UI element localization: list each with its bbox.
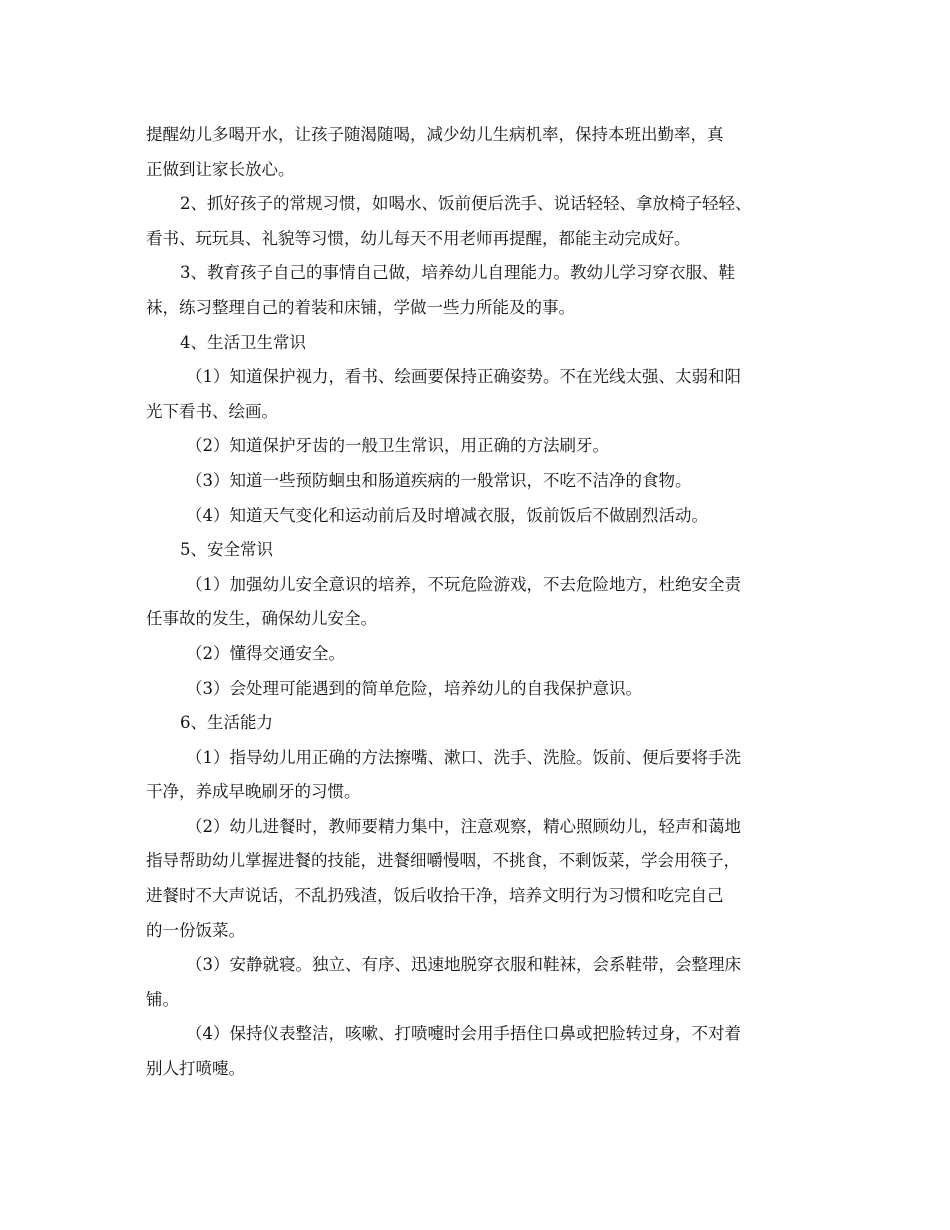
sub-item: （2）知道保护牙齿的一般卫生常识，用正确的方法刷牙。 bbox=[186, 436, 609, 456]
text-line: 提醒幼儿多喝开水，让孩子随渴随喝，减少幼儿生病机率，保持本班出勤率，真 bbox=[146, 125, 724, 144]
list-item-heading: 3、教育孩子自己的事情自己做，培养幼儿自理能力。教幼儿学习穿衣服、鞋 bbox=[180, 263, 735, 283]
text-line: 指导帮助幼儿掌握进餐的技能，进餐细嚼慢咽，不挑食，不剩饭菜，学会用筷子， bbox=[146, 851, 740, 871]
text-line: 正做到让家长放心。 bbox=[146, 159, 295, 179]
section-heading: 6、生活能力 bbox=[180, 713, 273, 733]
text-line: 进餐时不大声说话，不乱扔残渣，饭后收拾干净，培养文明行为习惯和吃完自己 bbox=[146, 886, 724, 906]
sub-item: （1）指导幼儿用正确的方法擦嘴、漱口、洗手、洗脸。饭前、便后要将手洗 bbox=[186, 747, 741, 767]
sub-item: （4）保持仪表整洁，咳嗽、打喷嚏时会用手捂住口鼻或把脸转过身，不对着 bbox=[186, 1024, 741, 1044]
text-line: 看书、玩玩具、礼貌等习惯，幼儿每天不用老师再提醒，都能主动完成好。 bbox=[146, 228, 691, 248]
text-line: 干净，养成早晚刷牙的习惯。 bbox=[146, 782, 361, 802]
sub-item: （3）知道一些预防蛔虫和肠道疾病的一般常识，不吃不洁净的食物。 bbox=[186, 470, 692, 490]
sub-item: （1）知道保护视力，看书、绘画要保持正确姿势。不在光线太强、太弱和阳 bbox=[186, 367, 741, 387]
section-heading: 4、生活卫生常识 bbox=[180, 332, 306, 352]
text-line: 光下看书、绘画。 bbox=[146, 401, 278, 421]
text-line: 的一份饭菜。 bbox=[146, 920, 245, 940]
section-heading: 5、安全常识 bbox=[180, 540, 273, 560]
list-item-heading: 2、抓好孩子的常规习惯，如喝水、饭前便后洗手、说话轻轻、拿放椅子轻轻、 bbox=[180, 194, 752, 214]
sub-item: （1）加强幼儿安全意识的培养，不玩危险游戏，不去危险地方，杜绝安全责 bbox=[186, 574, 741, 594]
sub-item: （4）知道天气变化和运动前后及时增减衣服，饭前饭后不做剧烈活动。 bbox=[186, 505, 708, 525]
text-line: 任事故的发生，确保幼儿安全。 bbox=[146, 609, 377, 629]
sub-item: （3）安静就寝。独立、有序、迅速地脱穿衣服和鞋袜，会系鞋带，会整理床 bbox=[186, 955, 741, 975]
sub-item: （2）幼儿进餐时，教师要精力集中，注意观察，精心照顾幼儿，轻声和蔼地 bbox=[186, 816, 741, 836]
text-line: 袜，练习整理自己的着装和床铺，学做一些力所能及的事。 bbox=[146, 297, 575, 317]
text-line: 别人打喷嚏。 bbox=[146, 1059, 245, 1079]
sub-item: （3）会处理可能遇到的简单危险，培养幼儿的自我保护意识。 bbox=[186, 678, 642, 698]
document-body bbox=[146, 118, 816, 1087]
sub-item: （2）懂得交通安全。 bbox=[186, 643, 345, 663]
text-line: 铺。 bbox=[146, 989, 179, 1009]
